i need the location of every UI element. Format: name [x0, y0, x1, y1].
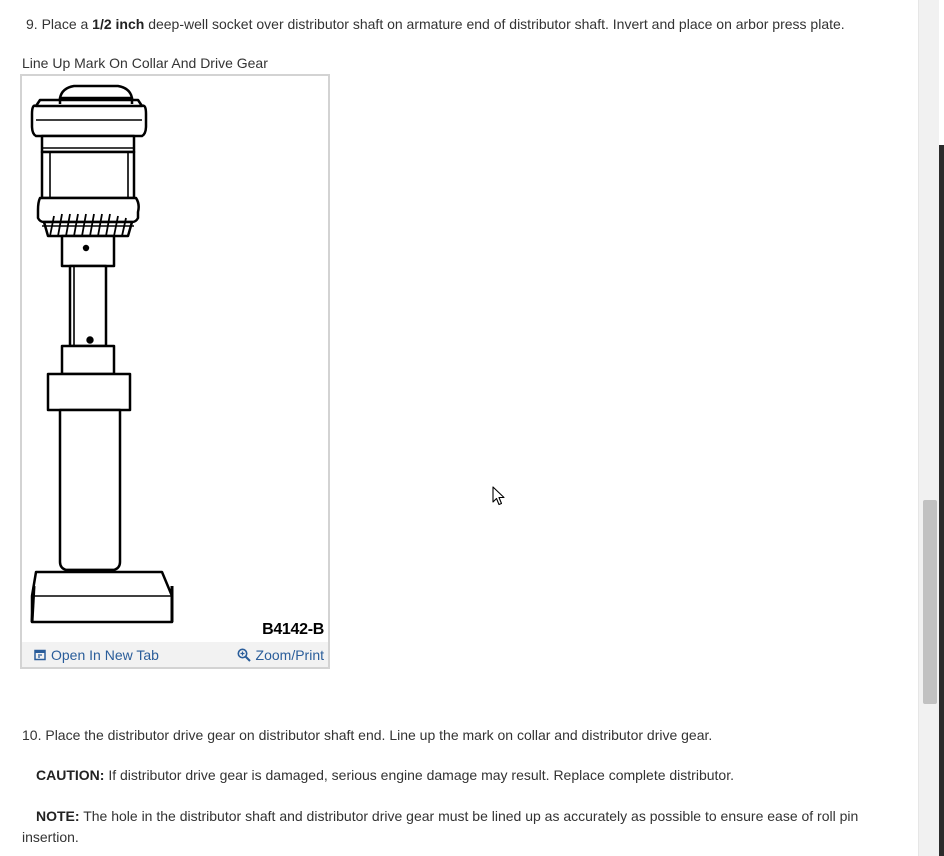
open-in-new-tab-link[interactable]	[34, 647, 159, 663]
note-text: The hole in the distributor shaft and distributor drive gear must be lined up as accurately as possible to ensure ease of roll pin insertion.	[22, 808, 859, 845]
figure-frame	[20, 74, 330, 669]
caution-label: CAUTION:	[36, 767, 105, 783]
step-10	[22, 725, 712, 746]
window-edge	[939, 145, 944, 856]
note-label: NOTE:	[36, 808, 80, 824]
zoom-icon	[237, 648, 251, 662]
zoom-print-label: Zoom/Print	[255, 646, 324, 663]
note-block	[22, 806, 882, 848]
scrollbar-thumb[interactable]	[923, 500, 937, 704]
step-9-pre: Place a	[41, 16, 89, 32]
zoom-print-link[interactable]	[237, 647, 324, 663]
figure-code: B4142-B	[262, 621, 324, 638]
open-tab-icon	[34, 649, 46, 661]
step-9-number: 9.	[26, 16, 38, 32]
window-edge-top	[939, 0, 944, 145]
figure-toolbar	[22, 642, 328, 667]
step-9-bold-spec: 1/2 inch	[92, 16, 145, 32]
mouse-cursor-icon	[492, 486, 506, 506]
caution-text: If distributor drive gear is damaged, serious engine damage may result. Replace complete distributor.	[108, 767, 734, 783]
figure-caption: Line Up Mark On Collar And Drive Gear	[22, 55, 268, 71]
step-10-text: Place the distributor drive gear on distributor shaft end. Line up the mark on collar and distributor drive gear.	[45, 727, 713, 743]
step-9-text: deep-well socket over distributor shaft on armature end of distributor shaft. Invert and place on arbor press plate.	[148, 16, 845, 32]
step-10-number: 10.	[22, 727, 42, 743]
caution-block	[36, 765, 734, 786]
open-in-new-tab-label: Open In New Tab	[51, 646, 159, 663]
step-9	[26, 14, 845, 35]
distributor-illustration	[22, 76, 328, 642]
